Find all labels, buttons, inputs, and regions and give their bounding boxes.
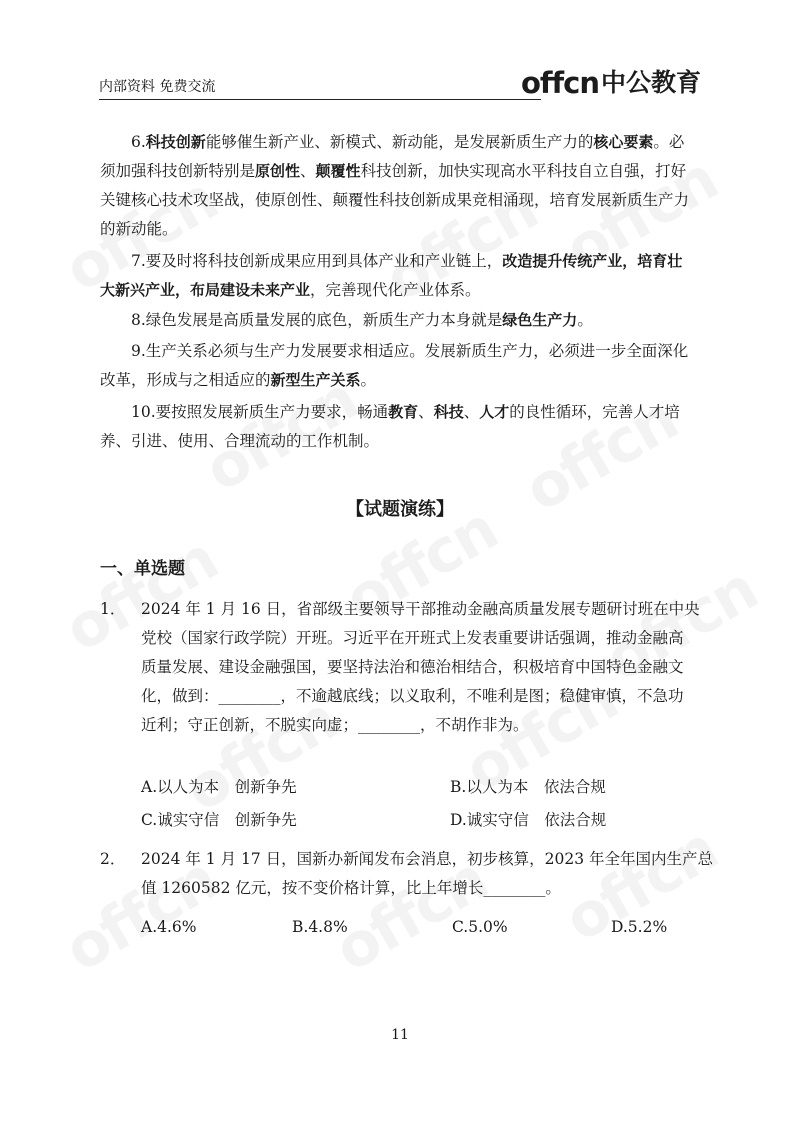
bold-text-run: 改造提升传统产业，培育壮 bbox=[502, 252, 683, 270]
paragraph-9 bbox=[100, 337, 702, 395]
stem-line: 2024 年 1 月 17 日，国新办新闻发布会消息，初步核算，2023 年全年国内生产总 bbox=[141, 850, 714, 868]
question-number: 1． bbox=[100, 600, 126, 618]
bold-text-run: 绿色生产力 bbox=[502, 311, 578, 329]
text-run: 须加强科技创新特别是 bbox=[100, 162, 256, 180]
section-title: 【试题演练】 bbox=[346, 499, 454, 520]
question-number: 2． bbox=[100, 850, 126, 868]
text-run: 8.绿色发展是高质量发展的底色，新质生产力本身就是 bbox=[131, 311, 503, 329]
header-rule bbox=[99, 99, 541, 100]
text-run: 。必 bbox=[653, 133, 685, 151]
question-stem bbox=[141, 595, 702, 740]
text-run: 、 bbox=[463, 403, 480, 421]
stem-line: 值 1260582 亿元，按不变价格计算，比上年增长________。 bbox=[141, 879, 561, 897]
bold-text-run: 大新兴产业，布局建设未来产业 bbox=[100, 281, 311, 299]
paragraph-line bbox=[100, 306, 702, 335]
paragraph-line bbox=[100, 186, 702, 215]
option-b: B.4.8% bbox=[292, 918, 348, 936]
stem-line: 化，做到：________，不逾越底线；以义取利，不唯利是图；稳健审慎，不急功 bbox=[141, 687, 684, 705]
paragraph-6 bbox=[100, 128, 702, 244]
question-stem bbox=[141, 845, 714, 903]
page-number: 11 bbox=[391, 1027, 409, 1043]
option-c: C.5.0% bbox=[452, 918, 508, 936]
text-run: 9.生产关系必须与生产力发展要求相适应。发展新质生产力，必须进一步全面深化 bbox=[131, 342, 689, 360]
paragraph-line bbox=[100, 366, 702, 395]
option-d: D.5.2% bbox=[611, 918, 668, 936]
option-d: D.诚实守信 依法合规 bbox=[450, 811, 607, 829]
logo-chinese: 中公教育 bbox=[600, 68, 701, 97]
bold-text-run: 新型生产关系 bbox=[270, 371, 361, 389]
text-run: 10.要按照发展新质生产力要求，畅通 bbox=[131, 403, 389, 421]
paragraph-line bbox=[100, 128, 702, 157]
stem-line: 党校（国家行政学院）开班。习近平在开班式上发表重要讲话强调，推动金融高 bbox=[141, 629, 684, 647]
logo-latin: offcn bbox=[520, 66, 599, 100]
text-run: 科技创新，加快实现高水平科技自立自强，打好 bbox=[360, 162, 687, 180]
text-run: 的良性循环，完善人才培 bbox=[509, 403, 680, 421]
option-b: B.以人为本 依法合规 bbox=[450, 778, 606, 796]
text-run: 6. bbox=[131, 133, 146, 151]
paragraph-line bbox=[100, 427, 702, 456]
text-run: 。 bbox=[577, 311, 593, 329]
question-2-options bbox=[141, 913, 702, 942]
text-run: 、 bbox=[418, 403, 434, 421]
text-run: 的新动能。 bbox=[100, 220, 178, 238]
text-run: 关键核心技术攻坚战，使原创性、颠覆性科技创新成果竞相涌现，培育发展新质生产力 bbox=[100, 191, 690, 209]
text-run: 7.要及时将科技创新成果应用到具体产业和产业链上， bbox=[131, 252, 503, 270]
option-c: C.诚实守信 创新争先 bbox=[141, 811, 297, 829]
text-run: ，完善现代化产业体系。 bbox=[310, 281, 481, 299]
bold-text-run: 人才 bbox=[479, 403, 510, 421]
bold-text-run: 教育 bbox=[388, 403, 419, 421]
paragraph-7 bbox=[100, 247, 702, 305]
text-run: 改革，形成与之相适应的 bbox=[100, 371, 271, 389]
question-1-options bbox=[141, 773, 702, 831]
option-a: A.以人为本 创新争先 bbox=[141, 778, 297, 796]
paragraph-line bbox=[100, 276, 702, 305]
text-run: 能够催生新产业、新模式、新动能，是发展新质生产力的 bbox=[205, 133, 594, 151]
bold-text-run: 科技创新 bbox=[145, 133, 206, 151]
text-run: 。 bbox=[360, 371, 377, 389]
stem-line: 2024 年 1 月 16 日，省部级主要领导干部推动金融高质量发展专题研讨班在中央 bbox=[141, 600, 700, 618]
stem-line: 质量发展、建设金融强国，要坚持法治和德治相结合，积极培育中国特色金融文 bbox=[141, 658, 684, 676]
paragraph-10 bbox=[100, 398, 702, 456]
paragraph-8 bbox=[100, 306, 702, 335]
paragraph-line bbox=[100, 215, 702, 244]
bold-text-run: 核心要素 bbox=[593, 133, 654, 151]
section-heading: 一、单选题 bbox=[100, 559, 185, 579]
paragraph-line bbox=[100, 398, 702, 427]
text-run: 、 bbox=[300, 162, 316, 180]
paragraph-line bbox=[100, 157, 702, 186]
page-header bbox=[99, 66, 701, 100]
option-a: A.4.6% bbox=[141, 918, 197, 936]
header-label: 内部资料 免费交流 bbox=[99, 79, 216, 95]
bold-text-run: 颠覆性 bbox=[315, 162, 361, 180]
text-run: 养、引进、使用、合理流动的工作机制。 bbox=[100, 432, 380, 450]
bold-text-run: 原创性 bbox=[255, 162, 301, 180]
bold-text-run: 科技 bbox=[433, 403, 464, 421]
paragraph-line bbox=[100, 337, 702, 366]
paragraph-line bbox=[100, 247, 702, 276]
stem-line: 近利；守正创新，不脱实向虚；________，不胡作非为。 bbox=[141, 716, 529, 734]
offcn-logo bbox=[521, 68, 701, 98]
